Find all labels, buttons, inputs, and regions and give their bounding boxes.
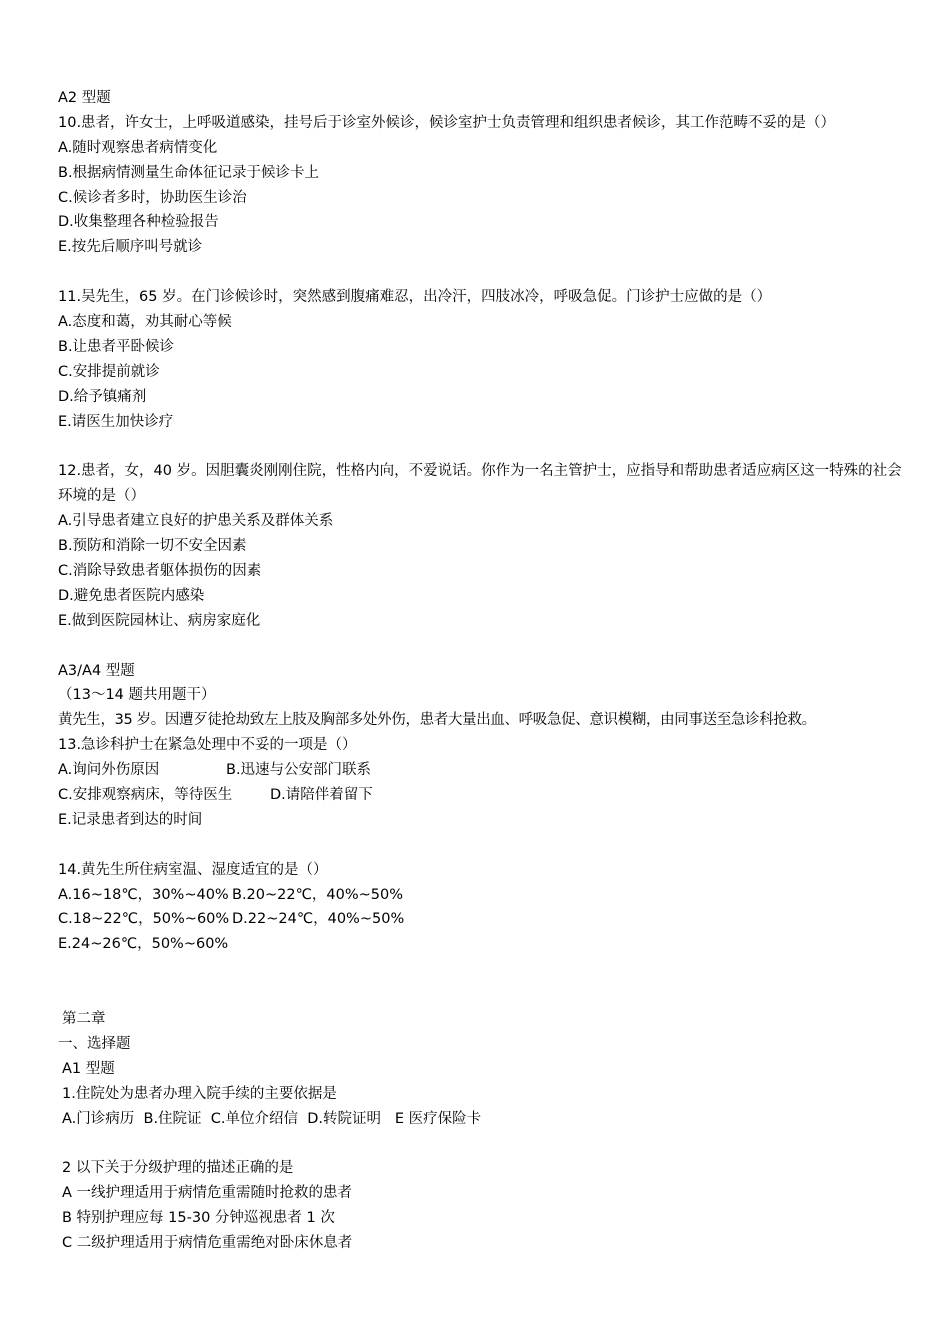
option-b: B.20~22℃，40%~50% <box>232 886 403 903</box>
chapter2-question-2 <box>58 1156 908 1256</box>
options-line: A.门诊病历 B.住院证 C.单位介绍信 D.转院证明 E 医疗保险卡 <box>62 1110 482 1127</box>
options-row-1 <box>58 758 908 783</box>
option-c: C.18~22℃，50%~60% <box>58 911 230 928</box>
option-d: D.22~24℃，40%~50% <box>232 911 405 928</box>
question-12 <box>58 459 908 633</box>
option-a: A.询问外伤原因 <box>58 762 160 779</box>
question-11 <box>58 285 908 434</box>
options-row-1 <box>58 883 908 908</box>
chapter-title: 第二章 <box>62 1011 106 1028</box>
question-stem: 2 以下关于分级护理的描述正确的是 <box>62 1160 294 1177</box>
option-d: D.请陪伴着留下 <box>270 786 373 803</box>
spacer <box>58 634 908 659</box>
spacer <box>58 1131 908 1156</box>
option-e: E.做到医院园林让、病房家庭化 <box>58 612 261 629</box>
option-a: A.态度和蔼，劝其耐心等候 <box>58 314 232 331</box>
option-d: D.给予镇痛剂 <box>58 388 147 405</box>
chapter2-question-1 <box>58 1082 908 1132</box>
option-e: E.24~26℃，50%~60% <box>58 936 229 953</box>
option-c: C.安排提前就诊 <box>58 363 160 380</box>
options-row-2 <box>58 783 908 808</box>
question-stem: 14.黄先生所住病室温、湿度适宜的是（） <box>58 861 328 878</box>
option-c: C.消除导致患者躯体损伤的因素 <box>58 562 262 579</box>
option-a: A 一线护理适用于病情危重需随时抢救的患者 <box>62 1185 353 1202</box>
option-a: A.16~18℃，30%~40% <box>58 886 229 903</box>
option-e: E.记录患者到达的时间 <box>58 811 203 828</box>
option-c: C 二级护理适用于病情危重需绝对卧床休息者 <box>62 1235 353 1252</box>
section-heading-a2: A2 型题 <box>58 90 111 106</box>
case-description: 黄先生，35 岁。因遭歹徒抢劫致左上肢及胸部多处外伤，患者大量出血、呼吸急促、意识模糊，由同事送至急诊科抢救。 <box>58 712 816 729</box>
question-10 <box>58 111 908 260</box>
option-c: C.候诊者多时，协助医生诊治 <box>58 189 247 206</box>
option-c: C.安排观察病床，等待医生 <box>58 786 233 803</box>
question-stem: 13.急诊科护士在紧急处理中不妥的一项是（） <box>58 737 357 754</box>
question-stem: 1.住院处为患者办理入院手续的主要依据是 <box>62 1085 337 1102</box>
option-a: A.随时观察患者病情变化 <box>58 139 218 156</box>
document-page <box>58 86 908 1256</box>
option-b: B.预防和消除一切不安全因素 <box>58 538 247 555</box>
question-13 <box>58 733 908 833</box>
question-type-heading: A1 型题 <box>62 1060 115 1077</box>
spacer <box>58 833 908 858</box>
option-e: E.请医生加快诊疗 <box>58 413 174 430</box>
spacer <box>58 260 908 285</box>
option-b: B.根据病情测量生命体征记录于候诊卡上 <box>58 164 320 181</box>
question-14 <box>58 858 908 958</box>
spacer <box>58 957 908 1007</box>
options-row-2 <box>58 907 908 932</box>
part-heading: 一、选择题 <box>58 1035 131 1052</box>
option-d: D.避免患者医院内感染 <box>58 587 205 604</box>
shared-stem-note: （13～14 题共用题干） <box>58 687 216 704</box>
question-stem: 10.患者，许女士，上呼吸道感染，挂号后于诊室外候诊，候诊室护士负责管理和组织患者候诊，其工作范畴不妥的是（） <box>58 114 836 131</box>
option-e: E.按先后顺序叫号就诊 <box>58 239 203 256</box>
question-stem: 12.患者，女，40 岁。因胆囊炎刚刚住院，性格内向，不爱说话。你作为一名主管护士，应指导和帮助患者适应病区这一特殊的社会环境的是（） <box>58 463 902 505</box>
option-d: D.收集整理各种检验报告 <box>58 214 219 231</box>
spacer <box>58 434 908 459</box>
option-b: B 特别护理应每 15-30 分钟巡视患者 1 次 <box>62 1210 335 1227</box>
option-b: B.迅速与公安部门联系 <box>226 762 372 779</box>
section-heading-a3a4: A3/A4 型题 <box>58 662 135 679</box>
option-a: A.引导患者建立良好的护患关系及群体关系 <box>58 513 334 530</box>
option-b: B.让患者平卧候诊 <box>58 338 175 355</box>
question-stem: 11.吴先生，65 岁。在门诊候诊时，突然感到腹痛难忍，出冷汗，四肢冰冷，呼吸急促。门诊护士应做的是（） <box>58 289 772 306</box>
